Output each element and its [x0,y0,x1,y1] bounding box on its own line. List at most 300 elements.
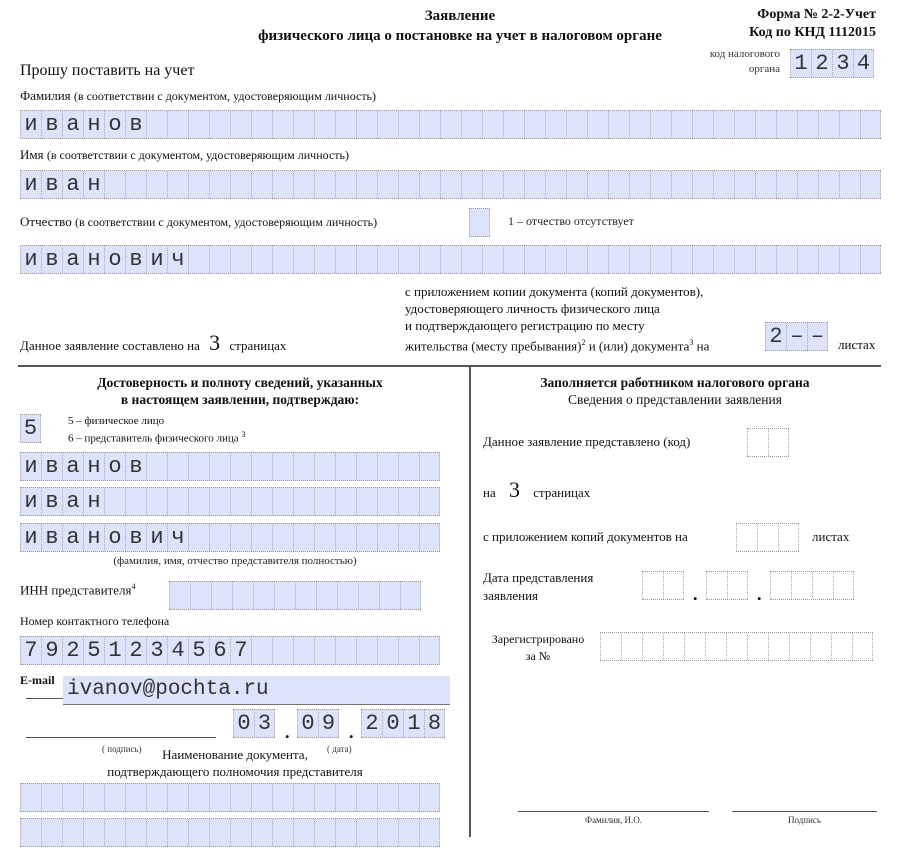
registration-label-line2: за № [525,649,551,663]
char-cell [650,171,671,198]
char-cell [608,111,629,138]
char-cell [272,819,293,846]
authority-document-title-line2: подтверждающего полномочия представителя [107,764,363,779]
authority-document-title-line1: Наименование документа, [162,747,308,762]
char-cell [62,784,83,811]
submission-date-year[interactable] [770,571,854,600]
char-cell [20,819,41,846]
char-cell [188,246,209,273]
char-cell [209,524,230,551]
officer-signature-caption: Подпись [787,815,822,825]
char-cell [726,633,747,660]
char-cell [545,246,566,273]
char-cell [440,111,461,138]
char-cell [230,524,251,551]
char-cell [167,819,188,846]
char-cell: а [62,246,83,273]
char-cell [20,784,41,811]
char-cell [400,582,421,609]
char-cell [377,453,398,480]
char-cell [125,819,146,846]
form-title-line2: физического лица о постановке на учет в налоговом органе [258,28,662,44]
email-field[interactable]: ivanov@pochta.ru [63,676,450,705]
char-cell [209,819,230,846]
char-cell [860,246,881,273]
char-cell [356,524,377,551]
char-cell: в [125,524,146,551]
char-cell [314,784,335,811]
footnote-4: 4 [131,582,136,591]
char-cell [818,246,839,273]
char-cell [335,453,356,480]
char-cell [469,209,490,236]
patronymic-field[interactable] [20,245,881,274]
char-cell [335,246,356,273]
char-cell [230,246,251,273]
char-cell: в [41,453,62,480]
char-cell [755,111,776,138]
char-cell [314,488,335,515]
patronymic-absent-checkbox[interactable] [469,208,490,237]
phone-field[interactable] [20,636,440,665]
attachment-line1: с приложением копии документа (копий документов), [405,284,704,299]
officer-signature-line[interactable] [732,811,877,812]
char-cell [692,246,713,273]
char-cell [736,524,757,551]
char-cell [314,637,335,664]
char-cell [377,524,398,551]
char-cell [705,633,726,660]
char-cell [461,246,482,273]
char-cell: и [20,453,41,480]
pages-label-after: страницах [229,338,287,353]
char-cell [146,111,167,138]
char-cell [419,637,440,664]
tax-office-pages-count: 3 [508,477,520,502]
char-cell [251,784,272,811]
char-cell [335,637,356,664]
char-cell [104,488,125,515]
char-cell [398,246,419,273]
char-cell [747,633,768,660]
char-cell [251,246,272,273]
signature-line[interactable] [26,737,216,738]
char-cell [797,246,818,273]
char-cell [713,246,734,273]
char-cell [251,819,272,846]
char-cell [852,633,873,660]
char-cell [272,524,293,551]
char-cell: и [20,171,41,198]
char-cell [188,784,209,811]
char-cell: 3 [832,50,853,77]
char-cell [314,453,335,480]
char-cell [503,246,524,273]
char-cell [209,246,230,273]
char-cell: н [83,171,104,198]
char-cell [251,637,272,664]
char-cell [524,171,545,198]
char-cell [251,524,272,551]
tax-office-subtitle: Сведения о представлении заявления [568,392,782,407]
char-cell [190,582,211,609]
tax-office-pages-on: на [483,485,496,500]
char-cell [398,453,419,480]
char-cell [251,171,272,198]
char-cell: а [62,171,83,198]
inn-label [20,582,135,598]
char-cell [419,171,440,198]
footnote-2: 2 [581,338,586,347]
char-cell: 2 [125,637,146,664]
submission-date-label-line2: заявления [483,588,539,603]
char-cell [608,246,629,273]
char-cell: н [83,453,104,480]
char-cell [398,171,419,198]
char-cell [356,453,377,480]
authority-document-title [20,746,450,780]
confirmation-title [20,374,460,408]
char-cell: 8 [424,710,445,737]
char-cell [776,246,797,273]
char-cell [642,633,663,660]
char-cell [419,111,440,138]
char-cell [209,784,230,811]
char-cell [209,171,230,198]
char-cell: и [20,524,41,551]
char-cell [83,819,104,846]
submitted-code-label: Данное заявление представлено (код) [483,434,691,449]
char-cell [684,633,705,660]
char-cell [356,246,377,273]
request-intro: Прошу поставить на учет [20,62,195,79]
char-cell: а [62,524,83,551]
char-cell [566,111,587,138]
char-cell [356,637,377,664]
signer-option-6: 6 – представитель физического лица [68,432,239,445]
char-cell: 2 [62,637,83,664]
char-cell [104,171,125,198]
char-cell [566,171,587,198]
form-number: Форма № 2-2-Учет [757,7,876,22]
email-underline [26,698,64,699]
signer-option-5: 5 – физическое лицо [68,415,165,427]
date-separator: . [349,722,354,742]
char-cell: – [807,323,828,350]
char-cell [734,171,755,198]
char-cell [377,246,398,273]
char-cell: н [83,488,104,515]
char-cell [169,582,190,609]
char-cell [629,111,650,138]
inn-field[interactable] [169,581,421,610]
char-cell [62,819,83,846]
column-divider [469,365,471,837]
tax-office-pages [483,477,590,503]
date-month-field[interactable] [297,709,339,738]
submitted-code-field[interactable] [747,428,789,457]
char-cell [778,524,799,551]
char-cell [440,246,461,273]
char-cell [587,111,608,138]
attachment-line4-part1: жительства (месту пребывания) [405,338,582,354]
char-cell: 4 [167,637,188,664]
char-cell [566,246,587,273]
char-cell [293,453,314,480]
char-cell [789,633,810,660]
char-cell: в [125,453,146,480]
char-cell [831,633,852,660]
char-cell: и [20,111,41,138]
char-cell [768,429,789,456]
char-cell [230,819,251,846]
char-cell [671,111,692,138]
char-cell [629,171,650,198]
char-cell: 7 [230,637,251,664]
attachment-sheets-label: листах [838,337,876,352]
submission-date-day[interactable] [642,571,684,600]
char-cell [335,111,356,138]
char-cell [274,582,295,609]
char-cell [167,784,188,811]
signer-code-field[interactable] [20,414,41,443]
char-cell [314,524,335,551]
char-cell [146,784,167,811]
char-cell [41,784,62,811]
char-cell [230,784,251,811]
char-cell [293,488,314,515]
char-cell [621,633,642,660]
char-cell [839,246,860,273]
char-cell: ч [167,246,188,273]
char-cell [713,111,734,138]
tax-office-attach-sheets-field[interactable] [736,523,799,552]
char-cell [272,784,293,811]
char-cell [125,784,146,811]
date-separator: . [285,722,290,742]
char-cell: в [41,524,62,551]
char-cell: 9 [318,710,339,737]
char-cell: 3 [254,710,275,737]
char-cell [608,171,629,198]
char-cell [398,488,419,515]
char-cell [335,784,356,811]
char-cell: и [20,246,41,273]
char-cell [293,246,314,273]
tax-office-attach-label: с приложением копий документов на [483,529,688,544]
knd-code: Код по КНД 1112015 [749,25,876,40]
char-cell [757,524,778,551]
char-cell: 5 [188,637,209,664]
char-cell [356,819,377,846]
char-cell [356,784,377,811]
tax-office-header [470,374,880,408]
char-cell [230,453,251,480]
char-cell [692,171,713,198]
char-cell [419,246,440,273]
char-cell [167,111,188,138]
rep-caption: (фамилия, имя, отчество представителя полностью) [113,555,357,567]
char-cell [503,171,524,198]
char-cell [839,171,860,198]
char-cell [41,819,62,846]
char-cell [314,111,335,138]
char-cell [209,488,230,515]
name-hint: (в соответствии с документом, удостоверяющим личность) [46,148,349,162]
rep-name-field[interactable] [20,487,440,516]
char-cell: в [125,246,146,273]
char-cell [377,784,398,811]
patronymic-label [20,214,377,230]
char-cell [293,637,314,664]
char-cell [671,171,692,198]
pages-label-before: Данное заявление составлено на [20,338,200,353]
char-cell [747,429,768,456]
date-separator: . [757,584,762,604]
char-cell: 0 [233,710,254,737]
char-cell: о [104,111,125,138]
char-cell: а [62,488,83,515]
char-cell [125,171,146,198]
attachment-line4 [405,334,709,354]
char-cell [272,637,293,664]
signature-caption: ( подпись) [102,744,142,754]
authority-document-field-1[interactable] [20,783,440,812]
char-cell [272,488,293,515]
char-cell [776,171,797,198]
inn-label-text: ИНН представителя [20,582,132,598]
submission-date-label-line1: Дата представления [483,570,594,585]
char-cell [272,246,293,273]
char-cell [587,246,608,273]
char-cell [232,582,253,609]
char-cell: и [146,246,167,273]
name-label [20,147,349,163]
char-cell [791,572,812,599]
fio-line[interactable] [518,811,709,812]
char-cell [818,171,839,198]
char-cell: в [125,111,146,138]
rep-patronymic-field[interactable] [20,523,440,552]
char-cell [377,111,398,138]
date-caption: ( дата) [327,744,352,754]
char-cell [316,582,337,609]
char-cell [335,171,356,198]
char-cell: и [146,524,167,551]
char-cell [379,582,400,609]
tax-authority-code-label-line2: органа [748,63,780,75]
char-cell [314,171,335,198]
char-cell [419,784,440,811]
char-cell [230,171,251,198]
char-cell [797,171,818,198]
tax-authority-code-label [700,47,780,77]
attachment-line4-part3: на [693,338,710,354]
rep-surname-field[interactable] [20,452,440,481]
char-cell: 5 [20,415,41,442]
char-cell [377,637,398,664]
char-cell [482,111,503,138]
char-cell [104,819,125,846]
name-field[interactable] [20,170,881,199]
attachment-sheets-field[interactable] [765,322,828,351]
attachment-line3: и подтверждающего регистрацию по месту [405,318,645,333]
char-cell [188,453,209,480]
authority-document-field-2[interactable] [20,818,440,847]
char-cell [419,524,440,551]
char-cell [146,488,167,515]
char-cell: о [104,246,125,273]
char-cell: – [786,323,807,350]
char-cell [734,246,755,273]
char-cell [810,633,831,660]
char-cell [755,171,776,198]
char-cell [524,246,545,273]
char-cell [314,246,335,273]
surname-field[interactable] [20,110,881,139]
tax-authority-code-field[interactable] [790,49,874,78]
char-cell [398,819,419,846]
char-cell [251,111,272,138]
char-cell [188,488,209,515]
char-cell [734,111,755,138]
char-cell [419,819,440,846]
char-cell [83,784,104,811]
char-cell [356,111,377,138]
footnote-3: 3 [241,430,246,439]
submission-date-label [483,569,593,605]
date-year-field[interactable] [361,709,445,738]
char-cell [335,488,356,515]
char-cell [482,171,503,198]
char-cell [727,572,748,599]
char-cell [812,572,833,599]
char-cell: а [62,111,83,138]
char-cell [293,819,314,846]
char-cell: о [104,524,125,551]
char-cell: 9 [41,637,62,664]
char-cell [629,246,650,273]
char-cell: н [83,246,104,273]
char-cell [663,633,684,660]
fio-caption: Фамилия, И.О. [584,815,643,825]
char-cell [398,524,419,551]
char-cell [587,171,608,198]
char-cell [146,171,167,198]
char-cell: 1 [790,50,811,77]
char-cell [253,582,274,609]
char-cell [209,111,230,138]
char-cell [230,111,251,138]
char-cell [188,111,209,138]
char-cell [188,524,209,551]
char-cell [833,572,854,599]
char-cell: 5 [83,637,104,664]
date-day-field[interactable] [233,709,275,738]
registration-number-field[interactable] [600,632,873,661]
char-cell: ч [167,524,188,551]
char-cell [188,819,209,846]
signer-code-options [68,415,245,446]
form-title-line1: Заявление [424,8,496,24]
char-cell: 0 [297,710,318,737]
submission-date-month[interactable] [706,571,748,600]
char-cell [671,246,692,273]
char-cell [398,784,419,811]
char-cell [293,171,314,198]
char-cell [440,171,461,198]
char-cell [272,171,293,198]
